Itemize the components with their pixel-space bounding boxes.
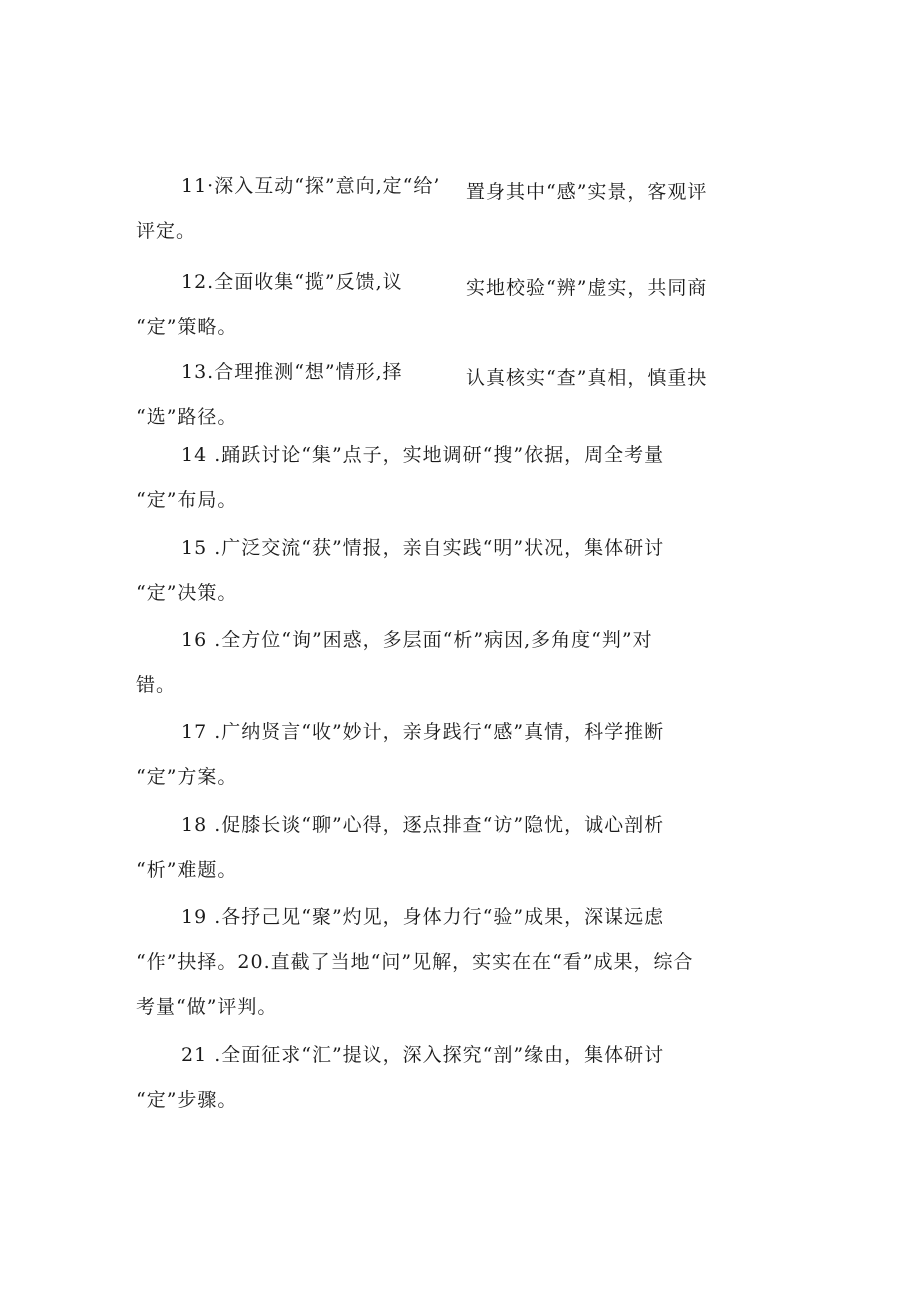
paragraph-18 xyxy=(136,803,776,893)
paragraph-line xyxy=(136,350,776,395)
paragraph-line-continued: “选”路径。 xyxy=(136,406,238,428)
paragraph-line: 19 .各抒己见“聚”灼见，身体力行“验”成果，深谋远虑 xyxy=(181,906,665,928)
paragraph-14 xyxy=(136,433,776,523)
paragraph-line: 18 .促膝长谈“聊”心得，逐点排查“访”隐忧，诚心剖析 xyxy=(181,814,665,836)
paragraph-line-continued: “定”方案。 xyxy=(136,766,238,788)
paragraph-15 xyxy=(136,526,776,616)
paragraph-line: 21 .全面征求“汇”提议，深入探究“剖”缘由，集体研讨 xyxy=(181,1044,665,1066)
paragraph-text-left: 13.合理推测“想”情形,择 xyxy=(181,361,403,383)
paragraph-16 xyxy=(136,618,776,708)
paragraph-line-continued: “作”抉择。20.直截了当地“问”见解，实实在在“看”成果，综合 xyxy=(136,951,694,973)
paragraph-line xyxy=(136,260,776,305)
paragraph-line-continued: 错。 xyxy=(136,674,177,696)
paragraph-text-right: 认真核实“查”真相，慎重抉 xyxy=(466,367,708,389)
paragraph-21 xyxy=(136,1033,776,1123)
paragraph-17 xyxy=(136,710,776,800)
paragraph-line: 14 .踊跃讨论“集”点子，实地调研“搜”依据，周全考量 xyxy=(181,444,665,466)
paragraph-text-right: 置身其中“感”实景，客观评 xyxy=(466,181,708,203)
paragraph-11 xyxy=(136,164,776,254)
paragraph-line-continued: 评定。 xyxy=(136,220,197,242)
paragraph-line xyxy=(136,164,776,209)
paragraph-line-continued: “析”难题。 xyxy=(136,859,238,881)
paragraph-19-20 xyxy=(136,895,776,1030)
paragraph-line-continued: “定”决策。 xyxy=(136,582,238,604)
paragraph-line-continued: “定”策略。 xyxy=(136,316,238,338)
paragraph-13 xyxy=(136,350,776,440)
paragraph-line: 17 .广纳贤言“收”妙计，亲身践行“感”真情，科学推断 xyxy=(181,721,665,743)
paragraph-line: 16 .全方位“询”困惑，多层面“析”病因,多角度“判”对 xyxy=(181,629,653,651)
paragraph-text-left: 12.全面收集“揽”反馈,议 xyxy=(181,271,403,293)
paragraph-line-continued: “定”布局。 xyxy=(136,489,238,511)
paragraph-text-right: 实地校验“辨”虚实，共同商 xyxy=(466,277,708,299)
paragraph-text-left: 11·深入互动“探”意向,定“给’ xyxy=(181,175,441,197)
paragraph-12 xyxy=(136,260,776,350)
paragraph-line-continued: 考量“做”评判。 xyxy=(136,996,278,1018)
paragraph-line: 15 .广泛交流“获”情报，亲自实践“明”状况，集体研讨 xyxy=(181,537,665,559)
paragraph-line-continued: “定”步骤。 xyxy=(136,1089,238,1111)
